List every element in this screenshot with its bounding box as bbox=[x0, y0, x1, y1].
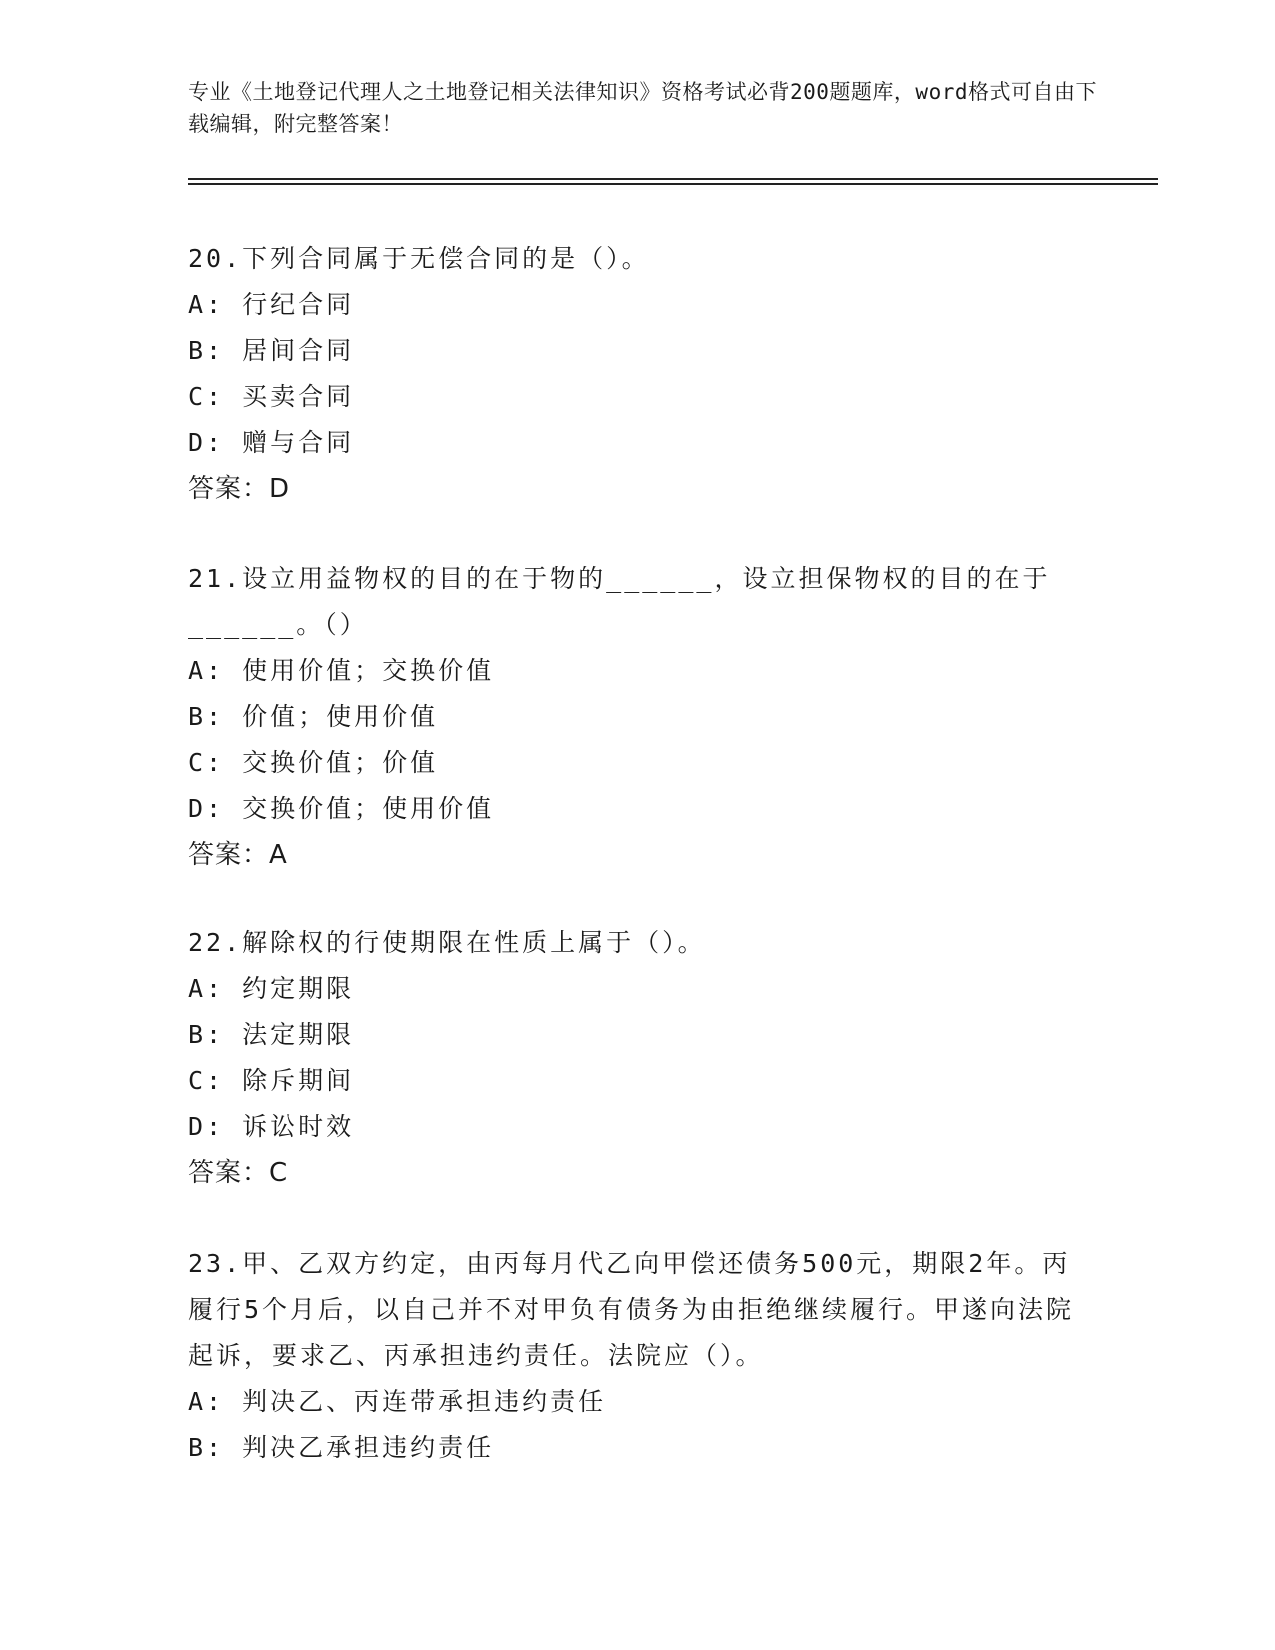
question-stem: 21.设立用益物权的目的在于物的______，设立担保物权的目的在于______。（） bbox=[188, 564, 1051, 639]
question-21 bbox=[188, 556, 1088, 878]
option-a: A: 约定期限 bbox=[188, 974, 355, 1003]
option-b: B: 法定期限 bbox=[188, 1020, 355, 1049]
header-divider-bottom bbox=[188, 183, 1158, 185]
option-d: D: 赠与合同 bbox=[188, 428, 355, 457]
question-22 bbox=[188, 920, 1088, 1196]
option-b: B: 居间合同 bbox=[188, 336, 355, 365]
option-d: D: 诉讼时效 bbox=[188, 1112, 355, 1141]
option-a: A: 行纪合同 bbox=[188, 290, 355, 319]
option-a: A: 判决乙、丙连带承担违约责任 bbox=[188, 1387, 607, 1416]
header-note: 专业《土地登记代理人之土地登记相关法律知识》资格考试必背200题题库，word格式可自由下载编辑，附完整答案！ bbox=[188, 80, 1097, 136]
option-b: B: 判决乙承担违约责任 bbox=[188, 1433, 495, 1462]
option-c: C: 除斥期间 bbox=[188, 1066, 355, 1095]
option-d: D: 交换价值；使用价值 bbox=[188, 794, 495, 823]
option-a: A: 使用价值；交换价值 bbox=[188, 656, 495, 685]
answer-line: 答案：C bbox=[188, 1158, 289, 1188]
question-23 bbox=[188, 1241, 1088, 1471]
answer-line: 答案：D bbox=[188, 474, 291, 504]
question-stem: 22.解除权的行使期限在性质上属于（）。 bbox=[188, 928, 706, 957]
option-b: B: 价值；使用价值 bbox=[188, 702, 439, 731]
question-20 bbox=[188, 236, 1088, 512]
answer-line: 答案：A bbox=[188, 840, 288, 870]
question-stem: 20.下列合同属于无偿合同的是（）。 bbox=[188, 244, 650, 273]
header-divider-top bbox=[188, 178, 1158, 180]
option-c: C: 买卖合同 bbox=[188, 382, 355, 411]
option-c: C: 交换价值；价值 bbox=[188, 748, 439, 777]
question-stem: 23.甲、乙双方约定，由丙每月代乙向甲偿还债务500元，期限2年。丙履行5个月后，以自己并不对甲负有债务为由拒绝继续履行。甲遂向法院起诉，要求乙、丙承担违约责任。法院应（）。 bbox=[188, 1249, 1075, 1370]
